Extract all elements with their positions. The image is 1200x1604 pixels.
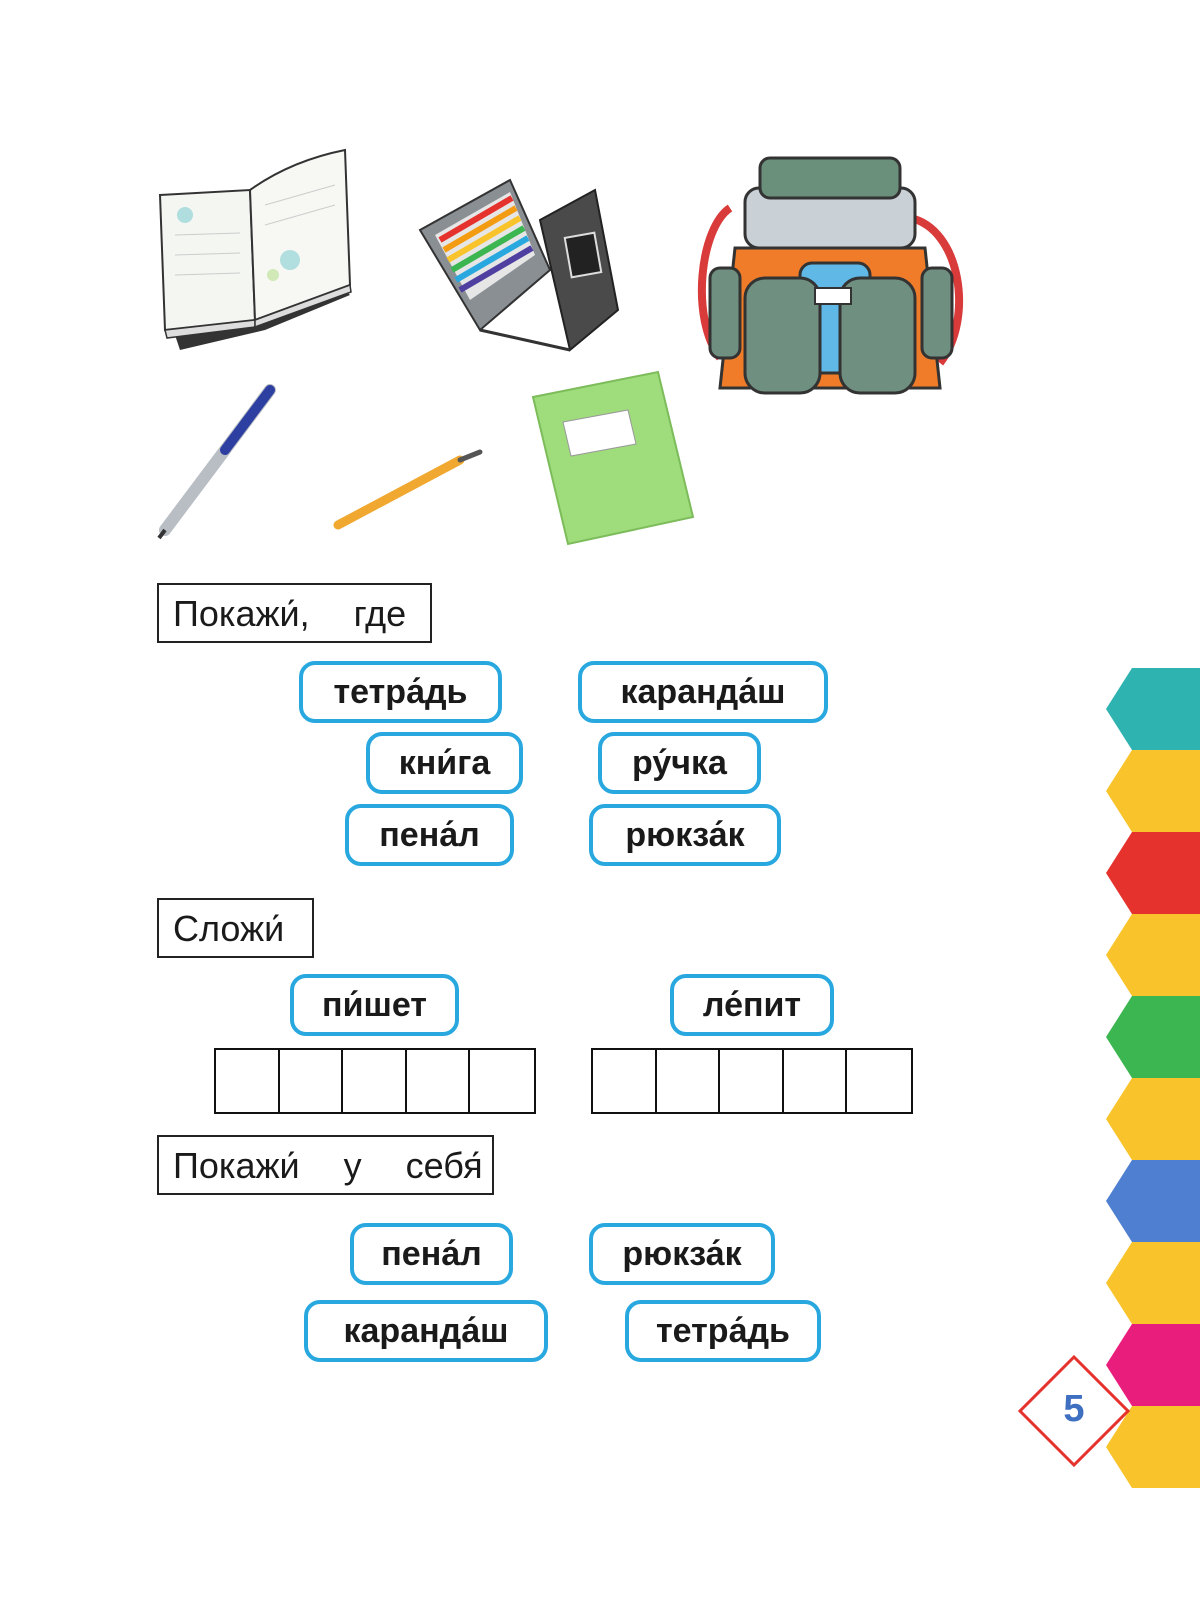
letter-cell[interactable] [470,1050,534,1112]
side-tab [1106,996,1200,1078]
word-card: тетра́дь [299,661,502,723]
letter-cell[interactable] [720,1050,784,1112]
side-tab [1106,1242,1200,1324]
letter-cell[interactable] [657,1050,721,1112]
word-card: ру́чка [598,732,761,794]
word-card: рюкза́к [589,1223,775,1285]
page-number: 5 [1063,1388,1085,1430]
letter-grid-pishet [214,1048,536,1114]
word-card: каранда́ш [304,1300,548,1362]
assemble-heading: Сложи́ [157,898,314,958]
side-tab [1106,832,1200,914]
word-card: тетра́дь [625,1300,821,1362]
show-yourself-heading: Покажи́ у себя́ [157,1135,494,1195]
backpack-icon [690,148,975,410]
word-card: каранда́ш [578,661,828,723]
letter-cell[interactable] [343,1050,407,1112]
word-card: рюкза́к [589,804,781,866]
word-card: пена́л [350,1223,513,1285]
letter-cell[interactable] [784,1050,848,1112]
letter-cell[interactable] [216,1050,280,1112]
side-tab [1106,668,1200,750]
side-tab [1106,914,1200,996]
letter-cell[interactable] [280,1050,344,1112]
word-card: ле́пит [670,974,834,1036]
word-card: пена́л [345,804,514,866]
show-where-heading: Покажи́, где [157,583,432,643]
word-card: кни́га [366,732,523,794]
letter-cell[interactable] [593,1050,657,1112]
side-tab [1106,750,1200,832]
side-tab [1106,1160,1200,1242]
pencil-icon [330,450,485,535]
letter-cell[interactable] [407,1050,471,1112]
word-card: пи́шет [290,974,459,1036]
letter-cell[interactable] [847,1050,911,1112]
pen-icon [155,380,285,540]
notebook-icon [528,372,698,547]
letter-grid-lepit [591,1048,913,1114]
side-tab [1106,1078,1200,1160]
open-book-icon [155,145,365,360]
pencil-case-icon [420,170,620,360]
